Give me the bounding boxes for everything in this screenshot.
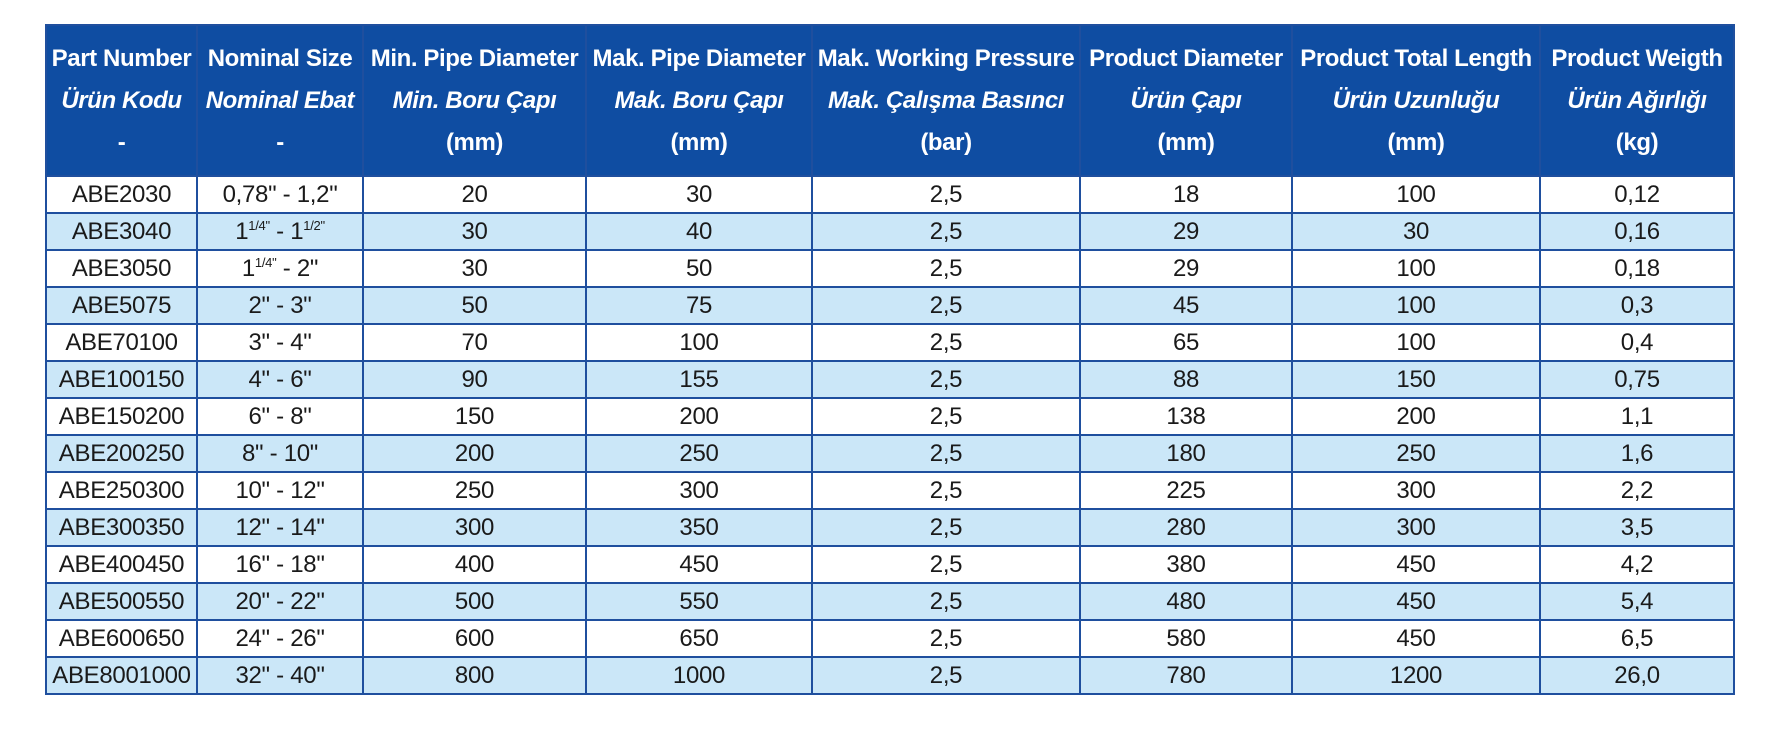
min-pipe-diameter-cell: 400 bbox=[363, 546, 586, 583]
size-separator: - bbox=[263, 439, 284, 467]
column-header-unit-label: (mm) bbox=[1157, 128, 1215, 156]
product-weight-cell: 5,4 bbox=[1540, 583, 1734, 620]
nominal-size-cell bbox=[197, 509, 363, 546]
size-separator: - bbox=[269, 661, 291, 689]
nominal-size-cell bbox=[197, 398, 363, 435]
size-from: 12" bbox=[235, 513, 270, 541]
product-total-length-cell: 300 bbox=[1292, 509, 1540, 546]
nominal-size-cell bbox=[197, 361, 363, 398]
table-header bbox=[46, 25, 1734, 176]
min-pipe-diameter-cell: 30 bbox=[363, 213, 586, 250]
size-from: 1 bbox=[235, 217, 249, 245]
product-weight-cell: 0,12 bbox=[1540, 176, 1734, 213]
min-pipe-diameter-cell: 150 bbox=[363, 398, 586, 435]
size-separator: - bbox=[269, 328, 291, 356]
product-total-length-cell: 1200 bbox=[1292, 657, 1540, 694]
size-from: 8" bbox=[241, 439, 264, 467]
size-from: 6" bbox=[248, 402, 270, 430]
table-row bbox=[46, 546, 1734, 583]
nominal-size-cell bbox=[197, 435, 363, 472]
part-number-cell: ABE150200 bbox=[46, 398, 197, 435]
table-row bbox=[46, 472, 1734, 509]
max-working-pressure-cell: 2,5 bbox=[812, 250, 1080, 287]
max-pipe-diameter-cell: 50 bbox=[586, 250, 812, 287]
size-to: 4" bbox=[290, 328, 312, 356]
size-separator: - bbox=[276, 180, 297, 208]
size-to: 40" bbox=[290, 661, 325, 689]
part-number-cell: ABE3040 bbox=[46, 213, 197, 250]
table-row bbox=[46, 398, 1734, 435]
column-header-part-number bbox=[46, 25, 197, 176]
part-number-cell: ABE8001000 bbox=[46, 657, 197, 694]
column-header-unit-label: (kg) bbox=[1615, 128, 1659, 156]
table-row bbox=[46, 213, 1734, 250]
part-number-cell: ABE600650 bbox=[46, 620, 197, 657]
max-working-pressure-cell: 2,5 bbox=[812, 398, 1080, 435]
table-row bbox=[46, 583, 1734, 620]
product-diameter-cell: 65 bbox=[1080, 324, 1292, 361]
column-header-english-label: Product Total Length bbox=[1300, 44, 1532, 72]
column-header-product-total-length bbox=[1292, 25, 1540, 176]
size-separator: - bbox=[269, 217, 291, 245]
min-pipe-diameter-cell: 300 bbox=[363, 509, 586, 546]
max-working-pressure-cell: 2,5 bbox=[812, 472, 1080, 509]
table-row bbox=[46, 287, 1734, 324]
column-header-product-diameter bbox=[1080, 25, 1292, 176]
product-total-length-cell: 100 bbox=[1292, 287, 1540, 324]
max-working-pressure-cell: 2,5 bbox=[812, 324, 1080, 361]
product-total-length-cell: 450 bbox=[1292, 620, 1540, 657]
column-header-turkish-label: Ürün Kodu bbox=[61, 86, 182, 114]
min-pipe-diameter-cell: 200 bbox=[363, 435, 586, 472]
size-from: 2" bbox=[248, 291, 270, 319]
max-pipe-diameter-cell: 30 bbox=[586, 176, 812, 213]
nominal-size-cell bbox=[197, 250, 363, 287]
size-separator: - bbox=[269, 624, 291, 652]
max-working-pressure-cell: 2,5 bbox=[812, 361, 1080, 398]
max-pipe-diameter-cell: 75 bbox=[586, 287, 812, 324]
product-diameter-cell: 180 bbox=[1080, 435, 1292, 472]
size-from: 4" bbox=[248, 365, 270, 393]
size-to: 10" bbox=[283, 439, 319, 467]
product-weight-cell: 0,4 bbox=[1540, 324, 1734, 361]
column-header-english-label: Part Number bbox=[51, 44, 192, 72]
table-row bbox=[46, 361, 1734, 398]
part-number-cell: ABE200250 bbox=[46, 435, 197, 472]
column-header-english-label: Min. Pipe Diameter bbox=[370, 44, 579, 72]
size-separator: - bbox=[269, 402, 291, 430]
size-from: 24" bbox=[235, 624, 270, 652]
min-pipe-diameter-cell: 30 bbox=[363, 250, 586, 287]
part-number-cell: ABE500550 bbox=[46, 583, 197, 620]
column-header-turkish-label: Min. Boru Çapı bbox=[392, 86, 557, 114]
product-total-length-cell: 250 bbox=[1292, 435, 1540, 472]
size-from: 16" bbox=[235, 550, 270, 578]
product-weight-cell: 1,6 bbox=[1540, 435, 1734, 472]
product-total-length-cell: 30 bbox=[1292, 213, 1540, 250]
size-separator: - bbox=[269, 587, 291, 615]
max-working-pressure-cell: 2,5 bbox=[812, 620, 1080, 657]
part-number-cell: ABE70100 bbox=[46, 324, 197, 361]
column-header-turkish-label: Mak. Çalışma Basıncı bbox=[827, 86, 1065, 114]
nominal-size-cell bbox=[197, 546, 363, 583]
column-header-turkish-label: Nominal Ebat bbox=[205, 86, 355, 114]
product-diameter-cell: 225 bbox=[1080, 472, 1292, 509]
column-header-turkish-label: Mak. Boru Çapı bbox=[614, 86, 784, 114]
max-working-pressure-cell: 2,5 bbox=[812, 176, 1080, 213]
column-header-english-label: Nominal Size bbox=[207, 44, 353, 72]
product-diameter-cell: 380 bbox=[1080, 546, 1292, 583]
max-pipe-diameter-cell: 40 bbox=[586, 213, 812, 250]
product-weight-cell: 3,5 bbox=[1540, 509, 1734, 546]
max-working-pressure-cell: 2,5 bbox=[812, 287, 1080, 324]
size-to: 14" bbox=[290, 513, 325, 541]
max-pipe-diameter-cell: 1000 bbox=[586, 657, 812, 694]
max-pipe-diameter-cell: 250 bbox=[586, 435, 812, 472]
part-number-cell: ABE5075 bbox=[46, 287, 197, 324]
product-weight-cell: 2,2 bbox=[1540, 472, 1734, 509]
table-row bbox=[46, 176, 1734, 213]
max-pipe-diameter-cell: 100 bbox=[586, 324, 812, 361]
size-to: 22" bbox=[290, 587, 325, 615]
size-from: 32" bbox=[235, 661, 270, 689]
size-to: 26" bbox=[290, 624, 325, 652]
max-working-pressure-cell: 2,5 bbox=[812, 213, 1080, 250]
table-row bbox=[46, 324, 1734, 361]
column-header-product-weight bbox=[1540, 25, 1734, 176]
product-total-length-cell: 300 bbox=[1292, 472, 1540, 509]
size-from: 1 bbox=[241, 254, 255, 282]
size-from: 20" bbox=[235, 587, 270, 615]
table-row bbox=[46, 435, 1734, 472]
product-diameter-cell: 580 bbox=[1080, 620, 1292, 657]
product-total-length-cell: 450 bbox=[1292, 583, 1540, 620]
min-pipe-diameter-cell: 500 bbox=[363, 583, 586, 620]
part-number-cell: ABE3050 bbox=[46, 250, 197, 287]
product-total-length-cell: 450 bbox=[1292, 546, 1540, 583]
max-working-pressure-cell: 2,5 bbox=[812, 583, 1080, 620]
size-separator: - bbox=[276, 254, 297, 282]
size-to: 6" bbox=[290, 365, 312, 393]
size-to: 1,2" bbox=[296, 180, 338, 208]
table-row bbox=[46, 250, 1734, 287]
product-diameter-cell: 88 bbox=[1080, 361, 1292, 398]
table-row bbox=[46, 657, 1734, 694]
size-to: 18" bbox=[290, 550, 325, 578]
max-pipe-diameter-cell: 550 bbox=[586, 583, 812, 620]
size-to: 1 bbox=[290, 217, 304, 245]
product-diameter-cell: 29 bbox=[1080, 250, 1292, 287]
column-header-turkish-label: Ürün Çapı bbox=[1130, 86, 1242, 114]
product-spec-table bbox=[45, 24, 1735, 695]
product-weight-cell: 6,5 bbox=[1540, 620, 1734, 657]
max-pipe-diameter-cell: 200 bbox=[586, 398, 812, 435]
min-pipe-diameter-cell: 800 bbox=[363, 657, 586, 694]
product-weight-cell: 1,1 bbox=[1540, 398, 1734, 435]
header-row bbox=[46, 25, 1734, 176]
product-weight-cell: 4,2 bbox=[1540, 546, 1734, 583]
column-header-unit-label: - bbox=[276, 128, 284, 156]
part-number-cell: ABE400450 bbox=[46, 546, 197, 583]
min-pipe-diameter-cell: 250 bbox=[363, 472, 586, 509]
size-to: 3" bbox=[290, 291, 312, 319]
min-pipe-diameter-cell: 70 bbox=[363, 324, 586, 361]
column-header-min-pipe-diameter bbox=[363, 25, 586, 176]
nominal-size-cell bbox=[197, 213, 363, 250]
column-header-english-label: Mak. Pipe Diameter bbox=[592, 44, 806, 72]
min-pipe-diameter-cell: 50 bbox=[363, 287, 586, 324]
nominal-size-cell bbox=[197, 287, 363, 324]
max-pipe-diameter-cell: 450 bbox=[586, 546, 812, 583]
table-row bbox=[46, 509, 1734, 546]
product-total-length-cell: 200 bbox=[1292, 398, 1540, 435]
size-from: 10" bbox=[235, 476, 270, 504]
product-total-length-cell: 150 bbox=[1292, 361, 1540, 398]
size-separator: - bbox=[269, 365, 291, 393]
max-working-pressure-cell: 2,5 bbox=[812, 435, 1080, 472]
size-from: 3" bbox=[248, 328, 270, 356]
product-diameter-cell: 18 bbox=[1080, 176, 1292, 213]
column-header-english-label: Mak. Working Pressure bbox=[817, 44, 1075, 72]
part-number-cell: ABE100150 bbox=[46, 361, 197, 398]
column-header-max-working-pressure bbox=[812, 25, 1080, 176]
column-header-unit-label: (mm) bbox=[445, 128, 504, 156]
part-number-cell: ABE300350 bbox=[46, 509, 197, 546]
nominal-size-cell bbox=[197, 176, 363, 213]
min-pipe-diameter-cell: 20 bbox=[363, 176, 586, 213]
product-total-length-cell: 100 bbox=[1292, 176, 1540, 213]
size-separator: - bbox=[269, 291, 291, 319]
column-header-unit-label: - bbox=[117, 128, 126, 156]
max-pipe-diameter-cell: 350 bbox=[586, 509, 812, 546]
max-working-pressure-cell: 2,5 bbox=[812, 509, 1080, 546]
size-separator: - bbox=[269, 476, 291, 504]
size-to: 12" bbox=[290, 476, 325, 504]
column-header-unit-label: (mm) bbox=[670, 128, 728, 156]
column-header-english-label: Product Diameter bbox=[1089, 44, 1283, 72]
size-to: 2" bbox=[296, 254, 319, 282]
product-diameter-cell: 138 bbox=[1080, 398, 1292, 435]
size-to: 8" bbox=[290, 402, 312, 430]
min-pipe-diameter-cell: 90 bbox=[363, 361, 586, 398]
nominal-size-cell bbox=[197, 657, 363, 694]
size-separator: - bbox=[269, 550, 291, 578]
nominal-size-cell bbox=[197, 324, 363, 361]
max-pipe-diameter-cell: 650 bbox=[586, 620, 812, 657]
max-working-pressure-cell: 2,5 bbox=[812, 546, 1080, 583]
max-pipe-diameter-cell: 300 bbox=[586, 472, 812, 509]
size-to-fraction: 1/2" bbox=[303, 217, 325, 233]
product-weight-cell: 0,75 bbox=[1540, 361, 1734, 398]
column-header-max-pipe-diameter bbox=[586, 25, 812, 176]
product-weight-cell: 0,3 bbox=[1540, 287, 1734, 324]
part-number-cell: ABE2030 bbox=[46, 176, 197, 213]
size-from-fraction: 1/4" bbox=[254, 254, 277, 270]
product-diameter-cell: 480 bbox=[1080, 583, 1292, 620]
nominal-size-cell bbox=[197, 583, 363, 620]
column-header-turkish-label: Ürün Ağırlığı bbox=[1567, 86, 1707, 114]
product-total-length-cell: 100 bbox=[1292, 324, 1540, 361]
product-weight-cell: 0,18 bbox=[1540, 250, 1734, 287]
product-diameter-cell: 280 bbox=[1080, 509, 1292, 546]
table-row bbox=[46, 620, 1734, 657]
column-header-nominal-size bbox=[197, 25, 363, 176]
product-total-length-cell: 100 bbox=[1292, 250, 1540, 287]
size-from-fraction: 1/4" bbox=[248, 217, 270, 233]
column-header-turkish-label: Ürün Uzunluğu bbox=[1332, 86, 1500, 114]
size-from: 0,78" bbox=[222, 180, 277, 208]
max-pipe-diameter-cell: 155 bbox=[586, 361, 812, 398]
max-working-pressure-cell: 2,5 bbox=[812, 657, 1080, 694]
product-diameter-cell: 29 bbox=[1080, 213, 1292, 250]
nominal-size-cell bbox=[197, 472, 363, 509]
table-body bbox=[46, 176, 1734, 694]
column-header-english-label: Product Weigth bbox=[1551, 44, 1723, 72]
product-weight-cell: 26,0 bbox=[1540, 657, 1734, 694]
product-weight-cell: 0,16 bbox=[1540, 213, 1734, 250]
nominal-size-cell bbox=[197, 620, 363, 657]
column-header-unit-label: (bar) bbox=[920, 128, 972, 156]
size-separator: - bbox=[269, 513, 291, 541]
product-diameter-cell: 780 bbox=[1080, 657, 1292, 694]
column-header-unit-label: (mm) bbox=[1387, 128, 1445, 156]
product-diameter-cell: 45 bbox=[1080, 287, 1292, 324]
min-pipe-diameter-cell: 600 bbox=[363, 620, 586, 657]
part-number-cell: ABE250300 bbox=[46, 472, 197, 509]
